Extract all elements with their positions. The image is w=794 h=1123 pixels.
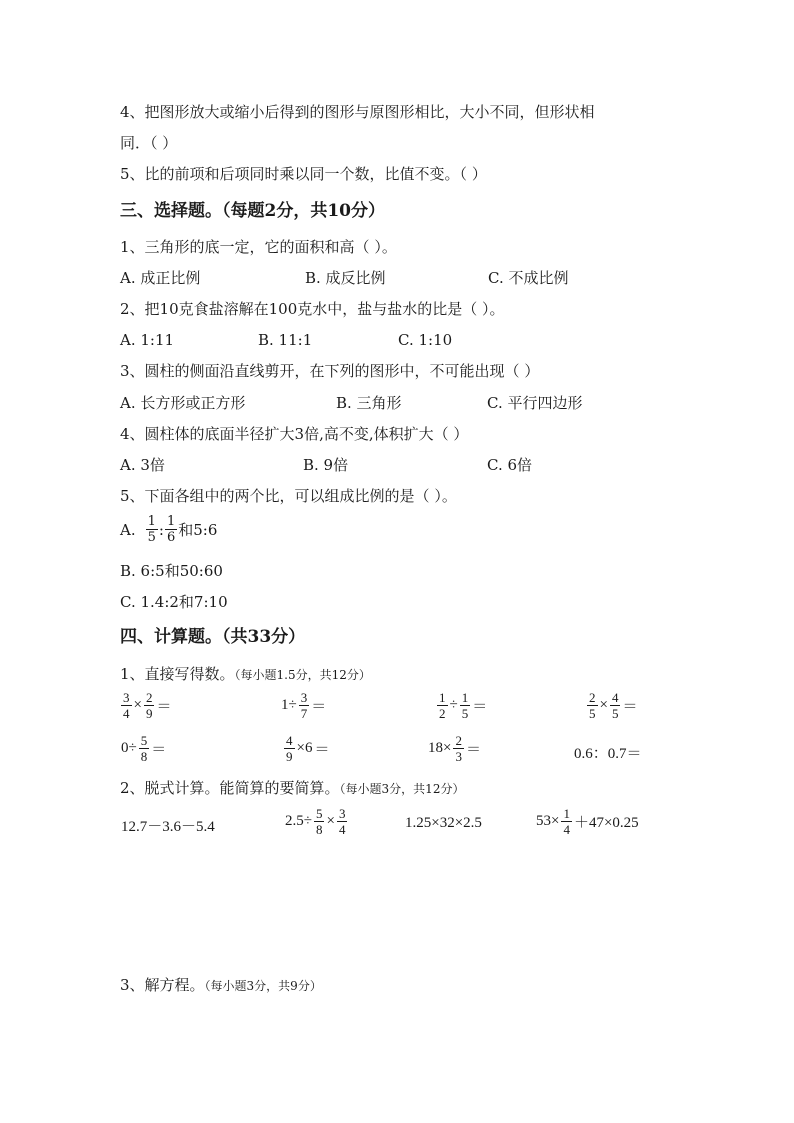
s3-q3-option-a: A. 长方形或正方形 xyxy=(120,394,246,412)
ratio-colon: : xyxy=(158,520,164,539)
calc-item: $\frac{3}{4}$ × $\frac{2}{9}$ ＝ xyxy=(123,690,172,721)
calc-item: 2.5÷ $\frac{5}{8}$ × $\frac{3}{4}$ xyxy=(285,806,346,837)
section4-title: 四、计算题。（共33分） xyxy=(120,627,306,647)
s3-q2-stem: 2、把10克食盐溶解在100克水中，盐与盐水的比是（ ）。 xyxy=(120,300,505,318)
section3-title: 三、选择题。（每题2分，共10分） xyxy=(120,201,385,221)
option-a-label: A. xyxy=(120,520,136,539)
fraction: $\frac{1}{6}$ xyxy=(166,514,176,545)
calc-item: $\frac{1}{2}$ ÷ $\frac{1}{5}$ ＝ xyxy=(439,690,488,721)
s3-q5-option-c: C. 1.4:2和7:10 xyxy=(120,593,228,611)
judge-q4-line1: 4、把图形放大或缩小后得到的图形与原图形相比，大小不同，但形状相 xyxy=(120,103,595,121)
s3-q1-option-c: C. 不成比例 xyxy=(488,269,569,287)
s3-q5-option-b: B. 6:5和50:60 xyxy=(120,562,223,580)
judge-q4-line2: 同．（ ） xyxy=(120,134,178,152)
s4-q1-note: （每小题1.5分，共12分） xyxy=(234,668,371,682)
judge-q5: 5、比的前项和后项同时乘以同一个数，比值不变。（ ） xyxy=(120,165,487,183)
s3-q2-option-c: C. 1:10 xyxy=(398,331,453,349)
s4-q2-note: （每小题3分，共12分） xyxy=(339,782,465,796)
s3-q1-stem: 1、三角形的底一定，它的面积和高（ ）。 xyxy=(120,238,397,256)
s3-q4-option-c: C. 6倍 xyxy=(487,456,533,474)
calc-item: $\frac{2}{5}$ × $\frac{4}{5}$ ＝ xyxy=(589,690,638,721)
calc-item: 0÷ $\frac{5}{8}$ ＝ xyxy=(121,733,167,764)
fraction: $\frac{1}{5}$ xyxy=(147,514,156,545)
s3-q2-option-a: A. 1:11 xyxy=(120,331,175,349)
calc-item: 53× $\frac{1}{4}$ ＋47×0.25 xyxy=(536,806,639,837)
s4-q2-heading xyxy=(120,778,464,799)
s3-q3-option-c: C. 平行四边形 xyxy=(487,394,583,412)
s3-q4-stem: 4、圆柱体的底面半径扩大3倍,高不变,体积扩大（ ） xyxy=(120,425,469,443)
s3-q2-option-b: B. 11:1 xyxy=(258,331,313,349)
option-a-tail: 和5:6 xyxy=(178,520,218,539)
s4-q3-note: （每小题3分，共9分） xyxy=(204,979,322,993)
s3-q1-option-b: B. 成反比例 xyxy=(305,269,386,287)
calc-item: 18× $\frac{2}{3}$ ＝ xyxy=(428,733,481,764)
calc-item: 0.6：0.7＝ xyxy=(574,746,642,762)
s4-q2-label: 2、脱式计算。能简算的要简算。 xyxy=(120,779,340,797)
s4-q3-label: 3、解方程。 xyxy=(120,976,205,994)
calc-item: 1.25×32×2.5 xyxy=(405,815,482,831)
s3-q4-option-a: A. 3倍 xyxy=(120,456,165,474)
s3-q5-stem: 5、下面各组中的两个比，可以组成比例的是（ ）。 xyxy=(120,487,457,505)
calc-item: 12.7－3.6－5.4 xyxy=(121,819,215,835)
s3-q3-option-b: B. 三角形 xyxy=(336,394,402,412)
s4-q1-label: 1、直接写得数。 xyxy=(120,665,235,683)
calc-item: 1÷ $\frac{3}{7}$ ＝ xyxy=(281,690,327,721)
s4-q3-heading xyxy=(120,975,322,996)
s3-q3-stem: 3、圆柱的侧面沿直线剪开，在下列的图形中，不可能出现（ ） xyxy=(120,362,540,380)
s3-q1-option-a: A. 成正比例 xyxy=(120,269,201,287)
s4-q1-heading xyxy=(120,664,371,685)
s3-q5-option-a xyxy=(120,514,217,545)
calc-item: $\frac{4}{9}$ ×6 ＝ xyxy=(286,733,330,764)
s3-q4-option-b: B. 9倍 xyxy=(303,456,349,474)
